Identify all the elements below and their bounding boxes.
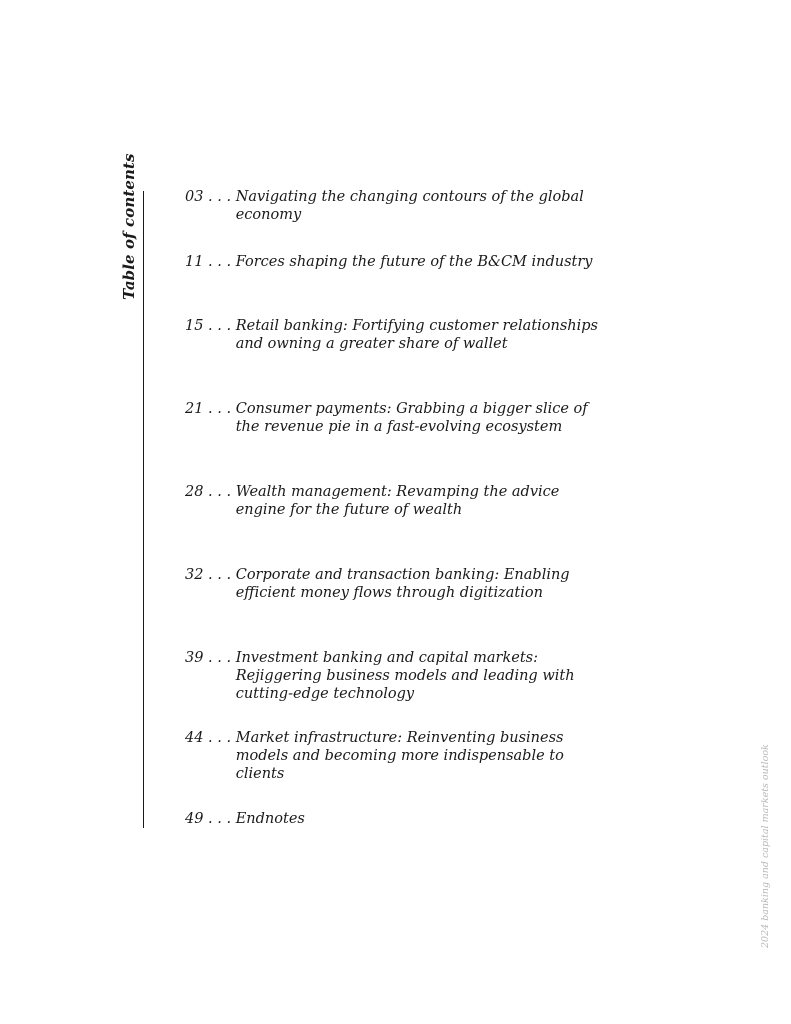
toc-heading: Table of contents — [120, 153, 138, 300]
toc-entry-leader: . . . — [203, 318, 236, 334]
toc-entry-leader: . . . — [203, 484, 236, 500]
toc-entry[interactable] — [185, 649, 605, 703]
toc-entry-page: 32 — [185, 567, 204, 583]
toc-entry[interactable] — [185, 400, 605, 436]
toc-entry-page: 28 — [185, 484, 204, 500]
toc-entry-title: Market infrastructure: Reinventing business models and becoming more indispensable to clients — [235, 730, 564, 782]
toc-entry[interactable] — [185, 566, 605, 602]
toc-entry-title: Investment banking and capital markets: Rejiggering business models and leading with cutting-edge technology — [235, 650, 575, 702]
toc-entry-leader: . . . — [203, 567, 236, 583]
toc-entry-page: 44 — [185, 730, 204, 746]
toc-entry-leader: . . . — [203, 650, 236, 666]
toc-entry-title: Forces shaping the future of the B&CM industry — [235, 254, 593, 270]
toc-entry[interactable] — [185, 483, 605, 519]
toc-entry[interactable] — [185, 253, 605, 271]
toc-entry-title: Endnotes — [235, 811, 305, 827]
running-title: 2024 banking and capital markets outlook — [760, 744, 771, 948]
toc-entry[interactable] — [185, 317, 605, 353]
toc-entry[interactable] — [185, 729, 605, 783]
toc-entry-page: 11 — [185, 254, 204, 270]
toc-entry-title: Consumer payments: Grabbing a bigger slice of the revenue pie in a fast-evolving ecosystem — [235, 401, 588, 435]
toc-entry[interactable] — [185, 810, 605, 828]
toc-entry-title: Retail banking: Fortifying customer relationships and owning a greater share of wallet — [235, 318, 598, 352]
toc-entry-page: 49 — [185, 811, 204, 827]
toc-entry-title: Wealth management: Revamping the advice engine for the future of wealth — [235, 484, 560, 518]
toc-entry-leader: . . . — [203, 401, 236, 417]
toc-entry-leader: . . . — [203, 254, 236, 270]
toc-entry-page: 15 — [185, 318, 204, 334]
toc-entry-title: Navigating the changing contours of the global economy — [235, 189, 584, 223]
toc-entry-page: 39 — [185, 650, 204, 666]
toc-entry-page: 21 — [185, 401, 204, 417]
toc-entry-title: Corporate and transaction banking: Enabling efficient money flows through digitization — [235, 567, 570, 601]
toc-entry-page: 03 — [185, 189, 204, 205]
toc-entry-leader: . . . — [203, 730, 236, 746]
toc-vertical-rule — [143, 191, 144, 828]
toc-entry-leader: . . . — [203, 811, 236, 827]
toc-entry[interactable] — [185, 188, 605, 224]
toc-entry-leader: . . . — [203, 189, 236, 205]
